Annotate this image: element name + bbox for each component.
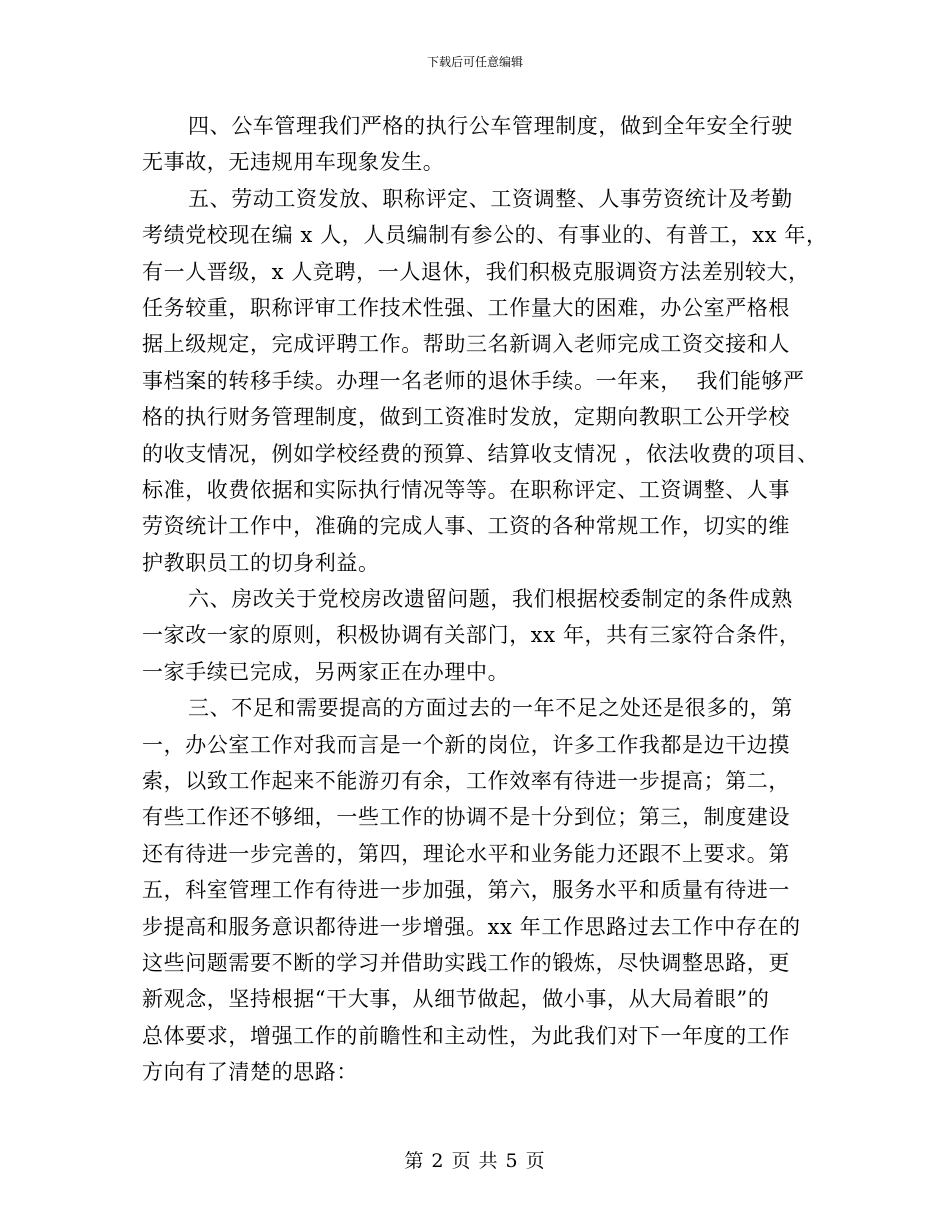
text-line: 事档案的转移手续。办理一名老师的退休手续。一年来， 我们能够严 [142,368,805,393]
text-line: 一家改一家的原则，积极协调有关部门，xx 年，共有三家符合条件， [142,623,801,648]
text-line: 六、房改关于党校房改遗留问题，我们根据校委制定的条件成熟 [188,587,793,612]
text-line: 方向有了清楚的思路： [142,1060,358,1085]
text-line: 无事故，无违规用车现象发生。 [142,150,445,175]
text-line: 总体要求，增强工作的前瞻性和主动性，为此我们对下一年度的工作 [142,1023,790,1048]
text-line: 步提高和服务意识都待进一步增强。xx 年工作思路过去工作中存在的 [142,914,801,939]
page-header: 下载后可任意编辑 [426,55,523,69]
text-line: 新观念，坚持根据“干大事，从细节做起，做小事，从大局着眼”的 [142,987,770,1012]
text-line: 三、不足和需要提高的方面过去的一年不足之处还是很多的，第 [188,696,793,721]
text-line: 有些工作还不够细，一些工作的协调不是十分到位；第三，制度建设 [142,805,790,830]
text-line: 有一人晋级，x 人竞聘，一人退休，我们积极克服调资方法差别较大， [142,259,810,284]
text-line: 四、公车管理我们严格的执行公车管理制度，做到全年安全行驶 [188,114,793,138]
text-line: 索，以致工作起来不能游刃有余，工作效率有待进一步提高；第二， [142,769,790,794]
text-line: 的收支情况，例如学校经费的预算、结算收支情况 ，依法收费的项目、 [142,441,819,466]
text-line: 这些问题需要不断的学习并借助实践工作的锻炼，尽快调整思路，更 [142,950,790,975]
text-line: 考绩党校现在编 x 人，人员编制有参公的、有事业的、有普工，xx 年， [142,223,828,248]
page-number: 第 2 页 共 5 页 [404,1150,546,1172]
text-line: 标准，收费依据和实际执行情况等等。在职称评定、工资调整、人事 [142,477,790,502]
text-line: 五，科室管理工作有待进一步加强，第六，服务水平和质量有待进一 [142,878,790,903]
text-line: 一家手续已完成，另两家正在办理中。 [142,659,510,684]
text-line: 五、劳动工资发放、职称评定、工资调整、人事劳资统计及考勤 [188,186,793,211]
text-line: 一，办公室工作对我而言是一个新的岗位，许多工作我都是边干边摸 [142,732,790,757]
text-line: 任务较重，职称评审工作技术性强、工作量大的困难，办公室严格根 [142,295,790,320]
text-line: 格的执行财务管理制度，做到工资准时发放，定期向教职工公开学校 [142,405,790,430]
text-line: 劳资统计工作中，准确的完成人事、工资的各种常规工作，切实的维 [142,514,790,539]
text-line: 据上级规定，完成评聘工作。帮助三名新调入老师完成工资交接和人 [142,332,790,357]
text-line: 护教职员工的切身利益。 [142,550,380,575]
document-body [142,108,828,1091]
text-line: 还有待进一步完善的，第四，理论水平和业务能力还跟不上要求。第 [142,841,790,866]
